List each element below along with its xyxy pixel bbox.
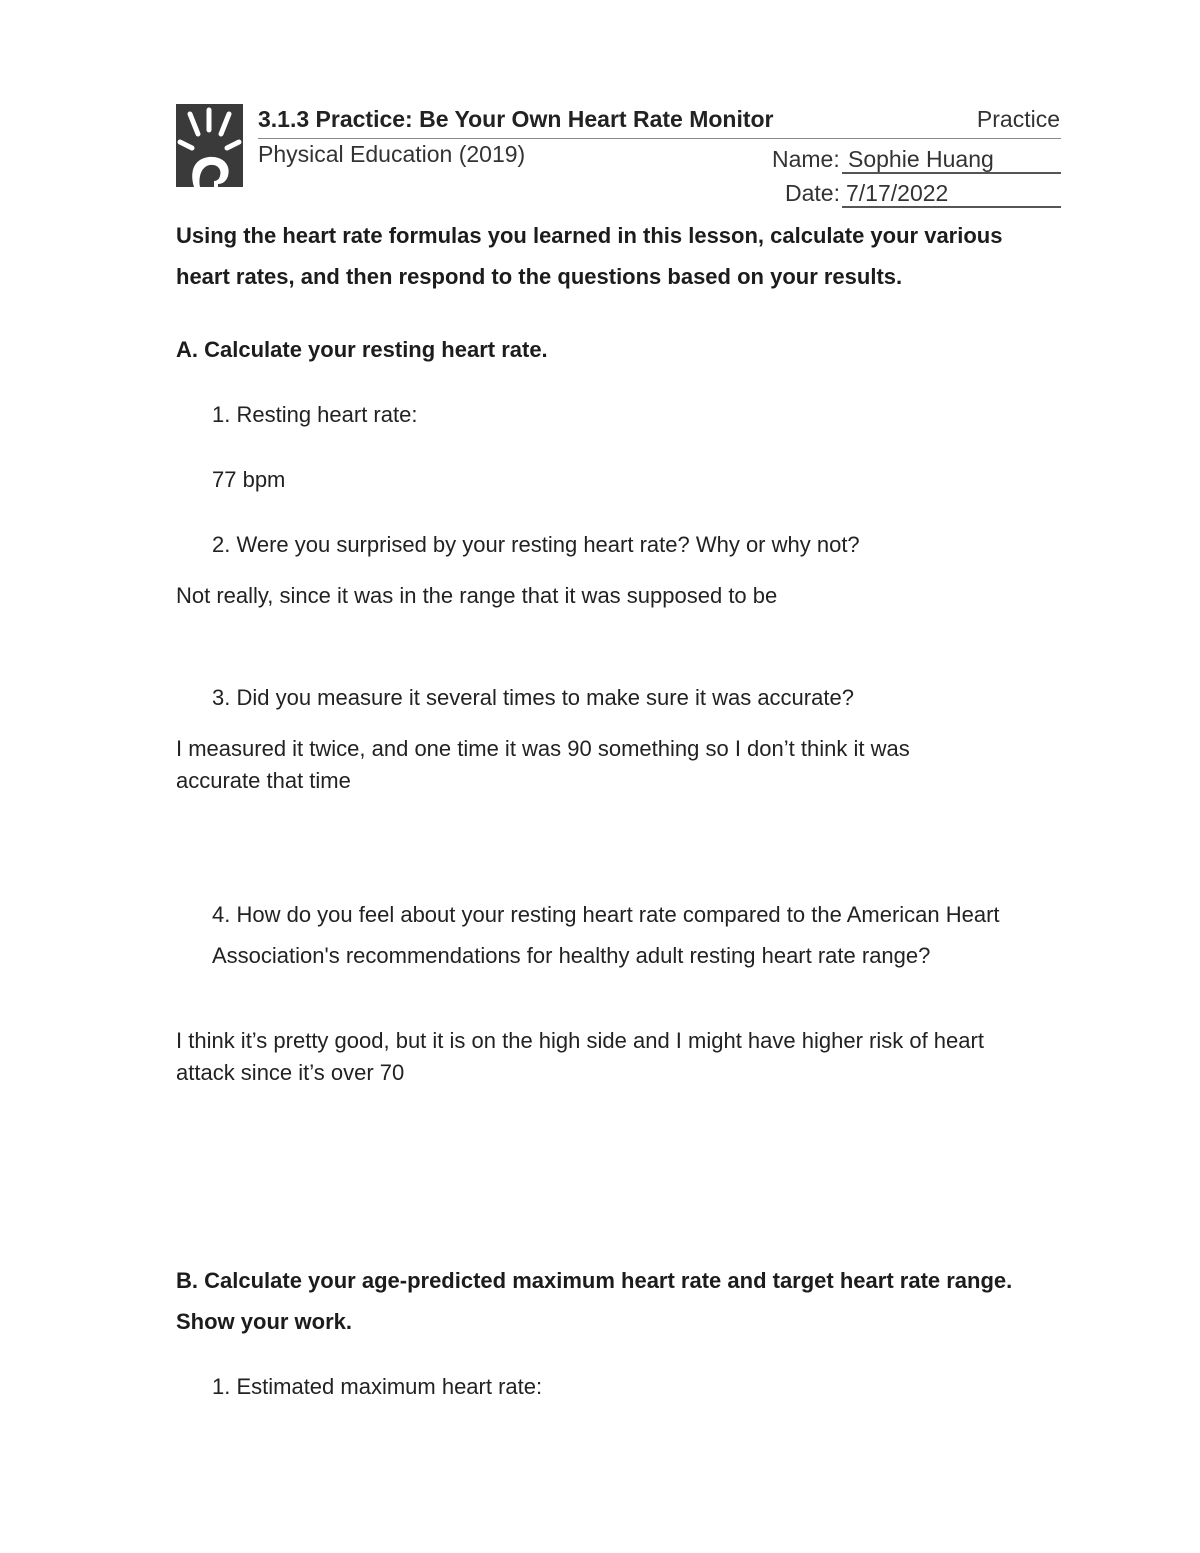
answer-a4-line-1: I think it’s pretty good, but it is on the high side and I might have higher risk of heart (176, 1028, 984, 1053)
course-name: Physical Education (2019) (258, 141, 526, 167)
question-b1: 1. Estimated maximum heart rate: (212, 1374, 543, 1399)
question-a1: 1. Resting heart rate: (212, 402, 418, 427)
question-a2: 2. Were you surprised by your resting heart rate? Why or why not? (212, 532, 860, 557)
date-underline (842, 206, 1061, 208)
answer-a1: 77 bpm (212, 467, 286, 492)
date-value: 7/17/2022 (846, 180, 949, 206)
header-divider (258, 138, 1061, 139)
section-b-heading-line-2: Show your work. (176, 1309, 353, 1334)
assignment-title: 3.1.3 Practice: Be Your Own Heart Rate Monitor (258, 106, 774, 132)
question-a3: 3. Did you measure it several times to make sure it was accurate? (212, 685, 854, 710)
section-b-heading-line-1: B. Calculate your age-predicted maximum heart rate and target heart rate range. (176, 1268, 1013, 1293)
answer-a2: Not really, since it was in the range that it was supposed to be (176, 583, 778, 608)
question-a4-line-2: Association's recommendations for healthy adult resting heart rate range? (212, 943, 931, 968)
section-a-heading: A. Calculate your resting heart rate. (176, 337, 548, 362)
answer-a4-line-2: attack since it’s over 70 (176, 1060, 405, 1085)
question-a4-line-1: 4. How do you feel about your resting heart rate compared to the American Heart (212, 902, 1000, 927)
name-label: Name: (772, 146, 840, 172)
answer-a3-line-2: accurate that time (176, 768, 351, 793)
instructions-line-1: Using the heart rate formulas you learned in this lesson, calculate your various (176, 223, 1003, 248)
answer-a3-line-1: I measured it twice, and one time it was 90 something so I don’t think it was (176, 736, 910, 761)
assignment-type-label: Practice (976, 106, 1060, 132)
date-label: Date: (785, 180, 840, 206)
school-logo-icon (176, 104, 243, 187)
name-value: Sophie Huang (848, 146, 994, 172)
name-underline (842, 172, 1061, 174)
instructions-line-2: heart rates, and then respond to the questions based on your results. (176, 264, 903, 289)
